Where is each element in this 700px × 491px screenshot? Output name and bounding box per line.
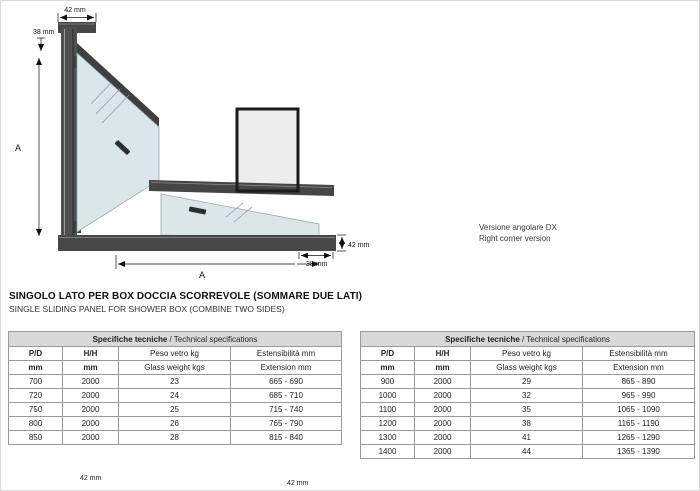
glass-panel-left [77,43,159,232]
table-cell: 900 [361,375,415,389]
table-row [9,431,342,445]
table-cell: 2000 [415,417,471,431]
dim-bottom-width-label: A [198,270,206,280]
table-row [361,417,695,431]
footer-dim-left: 42 mm [80,475,102,482]
section-heading [9,291,362,314]
table-row [361,389,695,403]
column-subheader: Glass weight kgs [471,361,583,375]
table-cell: 2000 [415,403,471,417]
table-cell: 2000 [415,389,471,403]
table-cell: 2000 [63,403,119,417]
heading-english: SINGLE SLIDING PANEL FOR SHOWER BOX (COMBINE TWO SIDES) [9,304,285,314]
caption-line-italian: Versione angolare DX [479,223,557,232]
table-cell: 965 - 990 [583,389,695,403]
diagram-area [1,1,461,291]
table-cell: 715 - 740 [231,403,342,417]
table-cell: 2000 [63,375,119,389]
version-caption [479,222,557,244]
caption-line-english: Right corner version [479,234,551,243]
table-row [361,403,695,417]
table-cell: 1265 - 1290 [583,431,695,445]
table-title: Specifiche tecniche / Technical specifications [361,332,695,347]
table-row [9,375,342,389]
table-row [361,431,695,445]
glass-panel-right [161,194,319,239]
table-cell: 2000 [415,375,471,389]
spec-table [360,331,695,459]
table-cell: 2000 [63,431,119,445]
table-cell: 865 - 890 [583,375,695,389]
column-header: Estensibilità mm [231,347,342,361]
dim-left-height-A [15,58,39,236]
dim-left-height-label: A [15,143,22,153]
table-cell: 665 - 690 [231,375,342,389]
bottom-profile [58,235,336,251]
table-cell: 2000 [415,445,471,459]
dim-bottom-right-38mm [299,252,333,268]
table-cell: 28 [119,431,231,445]
dim-bottom-width-A [116,255,319,280]
dim-top-42mm [58,7,96,22]
table-row [361,375,695,389]
table-row [9,417,342,431]
table-title: Specifiche tecniche / Technical specifications [9,332,342,347]
table-row [361,445,695,459]
table-cell: 38 [471,417,583,431]
table-cell: 25 [119,403,231,417]
column-subheader: mm [361,361,415,375]
table-cell: 685 - 710 [231,389,342,403]
column-header: P/D [361,347,415,361]
spec-table [8,331,342,445]
dim-left-38mm [33,29,55,51]
shower-box-diagram [1,1,461,291]
column-header: Estensibilità mm [583,347,695,361]
table-cell: 44 [471,445,583,459]
table-cell: 1065 - 1090 [583,403,695,417]
column-subheader: mm [63,361,119,375]
dim-left-top-label: 38 mm [33,29,55,36]
table-cell: 1300 [361,431,415,445]
column-subheader: mm [9,361,63,375]
column-header: Peso vetro kg [471,347,583,361]
dim-right-42mm [337,235,370,251]
table-cell: 32 [471,389,583,403]
table-cell: 850 [9,431,63,445]
column-header: Peso vetro kg [119,347,231,361]
dim-bottom-right-label: 38 mm [306,261,328,268]
dim-top-label: 42 mm [64,7,86,14]
table-cell: 1200 [361,417,415,431]
table-cell: 1400 [361,445,415,459]
table-cell: 1100 [361,403,415,417]
column-header: P/D [9,347,63,361]
table-cell: 1365 - 1390 [583,445,695,459]
table-cell: 2000 [63,389,119,403]
table-cell: 765 - 790 [231,417,342,431]
table-cell: 815 - 840 [231,431,342,445]
table-cell: 29 [471,375,583,389]
technical-specs-table-left [8,331,342,445]
dim-right-label: 42 mm [348,242,370,249]
heading-italian: SINGOLO LATO PER BOX DOCCIA SCORREVOLE (SOMMARE DUE LATI) [9,291,363,302]
table-cell: 1000 [361,389,415,403]
table-row [9,389,342,403]
column-header: H/H [415,347,471,361]
technical-specs-table-right [360,331,695,459]
table-row [9,403,342,417]
table-cell: 23 [119,375,231,389]
column-subheader: Glass weight kgs [119,361,231,375]
table-cell: 35 [471,403,583,417]
table-cell: 26 [119,417,231,431]
column-header: H/H [63,347,119,361]
table-cell: 720 [9,389,63,403]
column-subheader: Extension mm [583,361,695,375]
table-cell: 41 [471,431,583,445]
table-cell: 24 [119,389,231,403]
column-subheader: mm [415,361,471,375]
table-cell: 1165 - 1190 [583,417,695,431]
table-cell: 700 [9,375,63,389]
corner-post-fill [237,109,298,191]
column-subheader: Extension mm [231,361,342,375]
table-cell: 800 [9,417,63,431]
table-cell: 2000 [415,431,471,445]
table-cell: 750 [9,403,63,417]
table-cell: 2000 [63,417,119,431]
footer-dim-center: 42 mm [287,480,309,487]
